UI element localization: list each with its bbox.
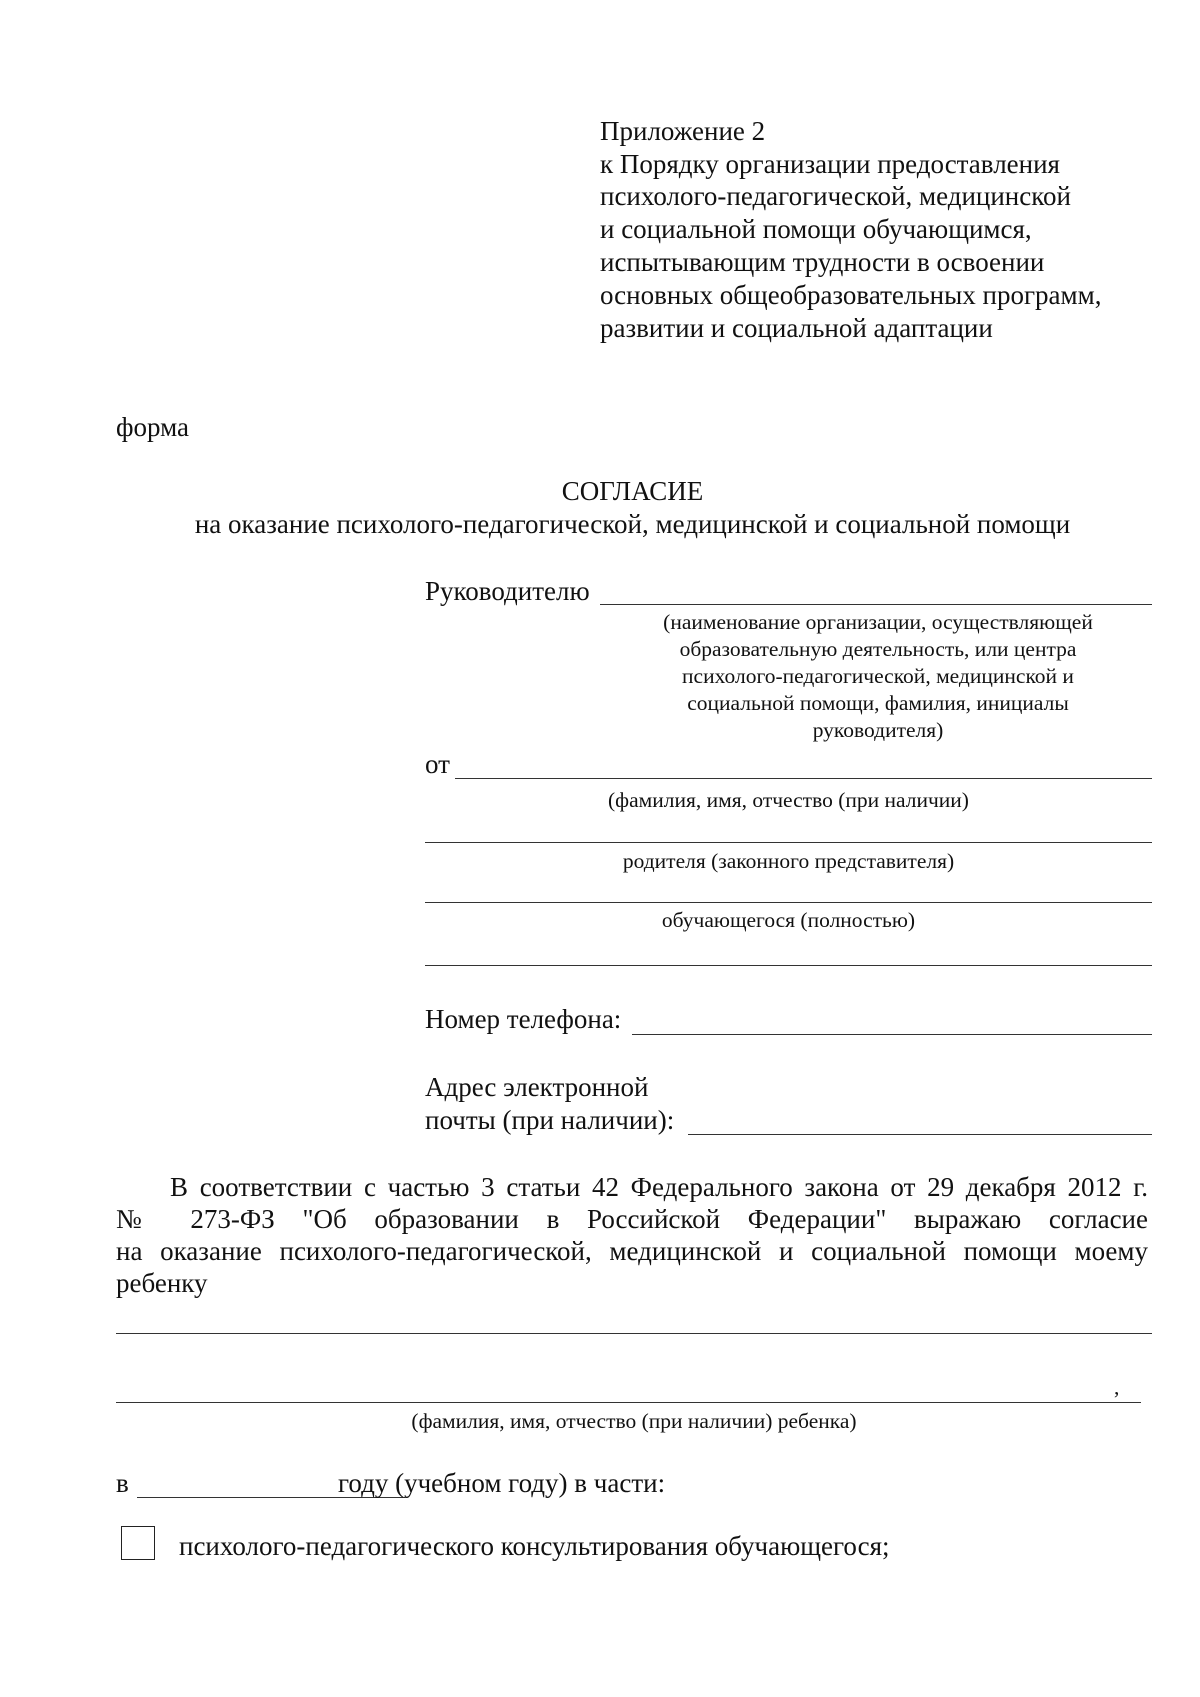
student-hint: обучающегося (полностью) (661, 908, 916, 932)
page-title: СОГЛАСИЕ (561, 476, 704, 506)
appendix-line: основных общеобразовательных программ, (600, 280, 1102, 310)
child-fio-field-2[interactable] (116, 1402, 1141, 1403)
org-hint: (наименование организации, осуществляющей (663, 610, 1093, 634)
option-label-consultation: психолого-педагогического консультирования обучающегося; (179, 1531, 890, 1561)
fio-hint: (фамилия, имя, отчество (при наличии) (608, 788, 969, 812)
appendix-line: Приложение 2 (600, 116, 766, 146)
appendix-line: и социальной помощи обучающимся, (600, 214, 1032, 244)
org-name-field[interactable] (600, 604, 1152, 605)
paragraph-line: ребенку (116, 1268, 208, 1298)
paragraph-line: В соответствии с частью 3 статьи 42 Федерального закона от 29 декабря 2012 г. (170, 1172, 1148, 1202)
form-label: форма (116, 412, 189, 442)
appendix-line: испытывающим трудности в освоении (600, 247, 1045, 277)
email-label: Адрес электронной (425, 1072, 649, 1102)
comma: , (1114, 1375, 1120, 1399)
phone-label: Номер телефона: (425, 1004, 622, 1034)
page-subtitle: на оказание психолого-педагогической, медицинской и социальной помощи (194, 509, 1071, 539)
parent-fio-field-2[interactable] (425, 842, 1152, 843)
student-fio-field[interactable] (425, 902, 1152, 903)
child-hint: (фамилия, имя, отчество (при наличии) ребенка) (411, 1409, 857, 1433)
year-suffix: году (учебном году) в части: (338, 1468, 666, 1498)
consent-paragraph (116, 1171, 1148, 1299)
appendix-line: психолого-педагогической, медицинской (600, 181, 1071, 211)
checkbox-consultation[interactable] (121, 1526, 155, 1560)
phone-field[interactable] (632, 1034, 1152, 1035)
parent-fio-field[interactable] (455, 778, 1152, 779)
org-hint: образовательную деятельность, или центра (679, 637, 1077, 661)
org-hint: социальной помощи, фамилия, инициалы (687, 691, 1069, 715)
child-fio-field[interactable] (116, 1333, 1152, 1334)
parent-hint: родителя (законного представителя) (622, 849, 955, 873)
email-field[interactable] (688, 1134, 1152, 1135)
from-label: от (425, 749, 450, 779)
paragraph-line: № 273-ФЗ "Об образовании в Российской Федерации" выражаю согласие (116, 1204, 1148, 1234)
email-label: почты (при наличии): (425, 1105, 675, 1135)
paragraph-line: на оказание психолого-педагогической, медицинской и социальной помощи моему (116, 1236, 1148, 1266)
org-hint: психолого-педагогической, медицинской и (682, 664, 1074, 688)
student-fio-field-2[interactable] (425, 965, 1152, 966)
to-label: Руководителю (425, 576, 590, 606)
year-prefix: в (116, 1468, 129, 1498)
appendix-line: к Порядку организации предоставления (600, 149, 1060, 179)
appendix-line: развитии и социальной адаптации (600, 313, 993, 343)
org-hint: руководителя) (812, 718, 944, 742)
